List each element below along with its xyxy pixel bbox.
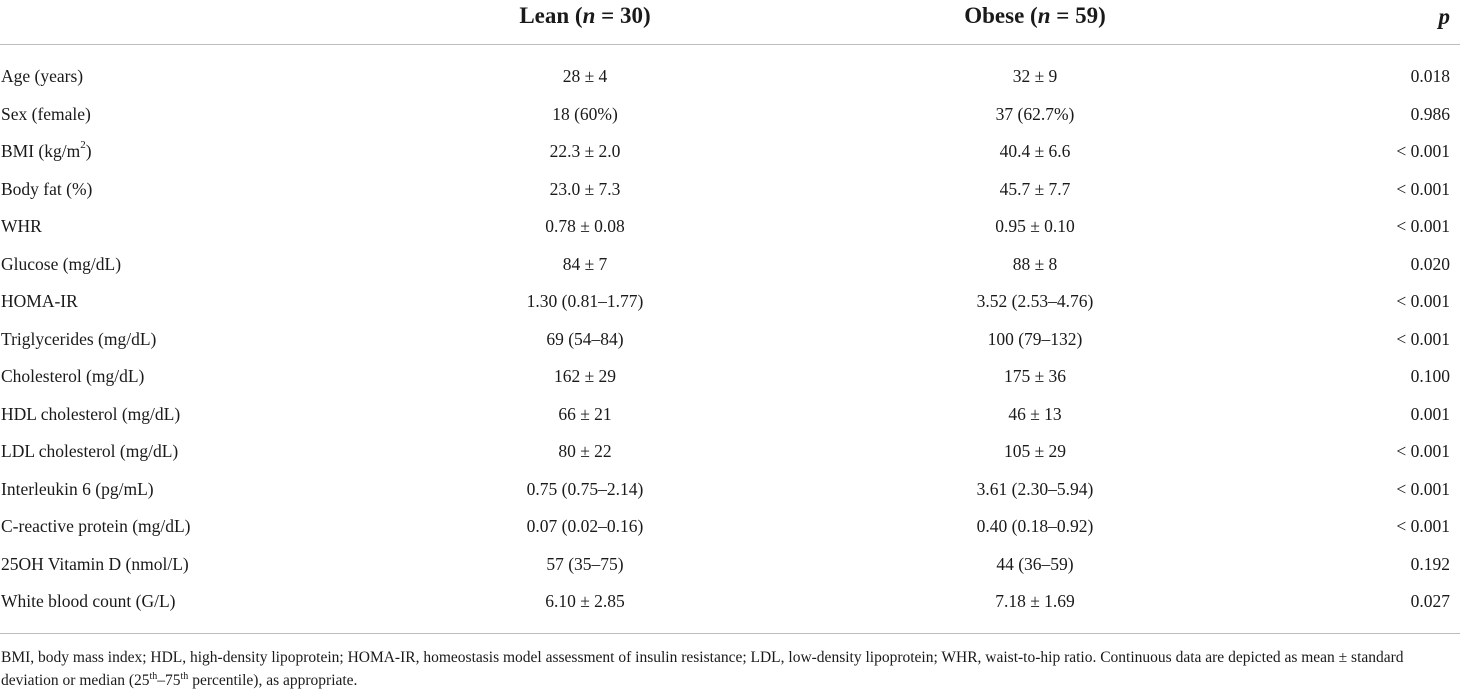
table-row — [0, 434, 1460, 472]
lean-value: 80 ± 22 — [558, 441, 612, 461]
lean-value: 18 (60%) — [552, 103, 618, 124]
row-label: HDL cholesterol (mg/dL) — [1, 403, 181, 424]
obese-value: 100 (79–132) — [987, 328, 1083, 349]
footnote-divider — [0, 633, 1460, 634]
row-label: Body fat (%) — [1, 178, 93, 199]
table-row — [0, 209, 1460, 247]
obese-value: 88 ± 8 — [1012, 253, 1058, 274]
table-body — [0, 45, 1460, 622]
obese-value: 37 (62.7%) — [995, 103, 1075, 124]
row-label: BMI $(kg/m^2)$ — [1, 139, 92, 161]
p-value: 0.192 — [1410, 553, 1450, 574]
p-value: < 0.001 — [1396, 141, 1450, 161]
obese-value: 32 ± 9 — [1012, 66, 1058, 86]
p-value: 0.986 — [1410, 103, 1450, 124]
p-value: < 0.001 — [1396, 478, 1450, 499]
p-value: 0.020 — [1410, 253, 1450, 274]
row-label: Age (years) — [1, 66, 84, 86]
row-label: LDL cholesterol (mg/dL) — [1, 441, 179, 461]
row-label: Interleukin 6 (pg/mL) — [1, 478, 154, 499]
table-row — [0, 584, 1460, 622]
row-label: HOMA-IR — [1, 291, 78, 311]
lean-value: 57 (35–75) — [546, 553, 624, 574]
lean-value: 28 ± 4 — [562, 66, 608, 86]
lean-value: 0.75 (0.75–2.14) — [526, 478, 644, 499]
row-label: Sex (female) — [1, 103, 91, 124]
table-row — [0, 359, 1460, 397]
table-row — [0, 547, 1460, 585]
p-value: 0.018 — [1410, 66, 1450, 86]
obese-value: 105 ± 29 — [1003, 441, 1067, 461]
obese-value: 45.7 ± 7.7 — [999, 178, 1071, 199]
table-row — [0, 322, 1460, 360]
header-obese: Obese (n = 59) — [964, 3, 1106, 28]
table-row — [0, 247, 1460, 285]
row-label: Glucose (mg/dL) — [1, 253, 122, 274]
obese-value: 0.95 ± 0.10 — [995, 216, 1075, 236]
lean-value: 22.3 ± 2.0 — [549, 141, 621, 161]
table-row — [0, 472, 1460, 510]
table-row — [0, 509, 1460, 547]
lean-value: 162 ± 29 — [553, 366, 617, 386]
lean-value: 0.07 (0.02–0.16) — [526, 516, 644, 536]
obese-value: 7.18 ± 1.69 — [995, 591, 1075, 611]
table-row — [0, 397, 1460, 435]
row-label: 25OH Vitamin D (nmol/L) — [1, 553, 189, 574]
obese-value: 3.61 (2.30–5.94) — [976, 478, 1094, 499]
lean-value: 84 ± 7 — [562, 253, 608, 274]
lean-value: 0.78 ± 0.08 — [545, 216, 625, 236]
header-lean: Lean (n = 30) — [519, 3, 651, 28]
table-row — [0, 134, 1460, 172]
p-value: < 0.001 — [1396, 516, 1450, 536]
p-value: < 0.001 — [1396, 441, 1450, 461]
row-label: C-reactive protein (mg/dL) — [1, 516, 191, 536]
obese-value: 0.40 (0.18–0.92) — [976, 516, 1094, 536]
lean-value: 69 (54–84) — [546, 328, 624, 349]
table-row — [0, 59, 1460, 97]
table-header-row — [0, 0, 1460, 45]
p-value: < 0.001 — [1396, 328, 1450, 349]
p-value: 0.001 — [1410, 403, 1450, 424]
p-value: < 0.001 — [1396, 291, 1450, 311]
obese-value: 40.4 ± 6.6 — [999, 141, 1071, 161]
lean-value: 1.30 (0.81–1.77) — [526, 291, 644, 311]
row-label: Triglycerides (mg/dL) — [1, 328, 157, 349]
obese-value: 3.52 (2.53–4.76) — [976, 291, 1094, 311]
table-footnote: BMI, body mass index; HDL, high-density lipoprotein; HOMA-IR, homeostasis model assessment of insulin resistance; LDL, low-density lipoprotein; WHR, waist-to-hip ratio. Continuous data are depicted as mean ± standard deviation or median (25th–75th percentile), as appropriate. — [1, 649, 1404, 689]
lean-value: 6.10 ± 2.85 — [545, 591, 625, 611]
p-value: 0.027 — [1410, 591, 1450, 611]
header-p-value: p — [1438, 4, 1450, 29]
row-label: White blood count (G/L) — [1, 591, 176, 611]
lean-value: 23.0 ± 7.3 — [549, 178, 621, 199]
table-row — [0, 284, 1460, 322]
lean-value: 66 ± 21 — [558, 403, 612, 424]
obese-value: 46 ± 13 — [1008, 403, 1062, 424]
p-value: < 0.001 — [1396, 178, 1450, 199]
obese-value: 44 (36–59) — [996, 553, 1074, 574]
table-row — [0, 172, 1460, 210]
p-value: 0.100 — [1410, 366, 1450, 386]
row-label: WHR — [1, 216, 42, 236]
table-row — [0, 97, 1460, 135]
p-value: < 0.001 — [1396, 216, 1450, 236]
obese-value: 175 ± 36 — [1003, 366, 1067, 386]
row-label: Cholesterol (mg/dL) — [1, 366, 145, 386]
